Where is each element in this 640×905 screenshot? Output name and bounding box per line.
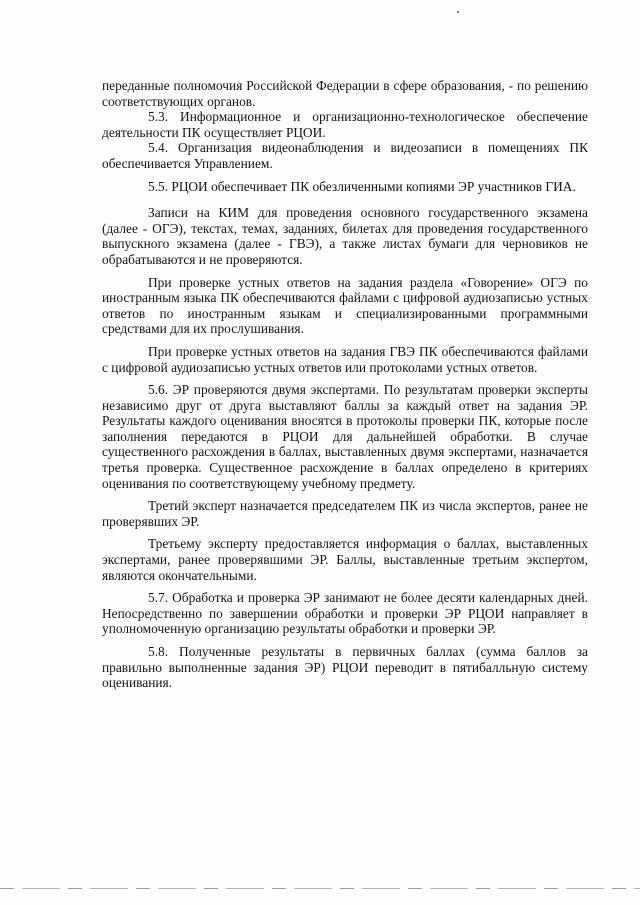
paragraph-kim-records: Записи на КИМ для проведения основного государственного экзамена (далее - ОГЭ), текстах, темах, заданиях, билетах для проведения государственного выпускного экзамена (далее - ГВЭ), а также листах бумаги для черновиков не обрабатываются и не проверяются. [102,205,588,267]
paragraph-5-8: 5.8. Полученные результаты в первичных баллах (сумма баллов за правильно выполненные задания ЭР) РЦОИ переводит в пятибалльную систему оценивания. [102,644,588,691]
bottom-scan-edge [0,888,640,889]
paragraph-third-expert: Третий эксперт назначается председателем ПК из числа экспертов, ранее не проверявших ЭР. [102,498,588,529]
paragraph-5-5: 5.5. РЦОИ обеспечивает ПК обезличенными копиями ЭР участников ГИА. [148,178,576,194]
paragraph-5-7: 5.7. Обработка и проверка ЭР занимают не более десяти календарных дней. Непосредственно по завершении обработки и проверки ЭР РЦОИ направляет в уполномоченную организацию результаты обработки и проверки ЭР. [102,590,588,637]
paragraph-oral-gve: При проверке устных ответов на задания ГВЭ ПК обеспечиваются файлами с цифровой аудиозаписью устных ответов или протоколами устных ответов. [102,343,588,375]
paragraph-continuation: переданные полномочия Российской Федерации в сфере образования, - по решению соответствующих органов. [102,78,588,109]
paragraph-oral-oge: При проверке устных ответов на задания раздела «Говорение» ОГЭ по иностранным языка ПК обеспечиваются файлами с цифровой аудиозаписью устных ответов по иностранным языкам и специализированными программными средствами для их прослушивания. [102,274,588,337]
paragraph-third-expert-info: Третьему эксперту предоставляется информация о баллах, выставленных экспертами, ранее проверявшими ЭР. Баллы, выставленные третьим экспертом, являются окончательными. [102,536,588,583]
scan-speck [457,11,459,13]
paragraph-5-6: 5.6. ЭР проверяются двумя экспертами. По результатам проверки эксперты независимо друг от друга выставляют баллы за каждый ответ на задания ЭР. Результаты каждого оценивания вносятся в протоколы проверки ПК, которые после заполнения передаются в РЦОИ для дальнейшей обработки. В случае существенного расхождения в баллах, выставленных двумя экспертами, назначается третья проверка. Существенное расхождение в баллах определено в критериях оценивания по соответствующему учебному предмету. [102,382,588,491]
paragraph-5-3: 5.3. Информационное и организационно-технологическое обеспечение деятельности ПК осуществляет РЦОИ. [102,109,588,140]
document-body [102,78,588,691]
paragraph-5-4: 5.4. Организация видеонаблюдения и видеозаписи в помещениях ПК обеспечивается Управлением. [102,140,588,171]
